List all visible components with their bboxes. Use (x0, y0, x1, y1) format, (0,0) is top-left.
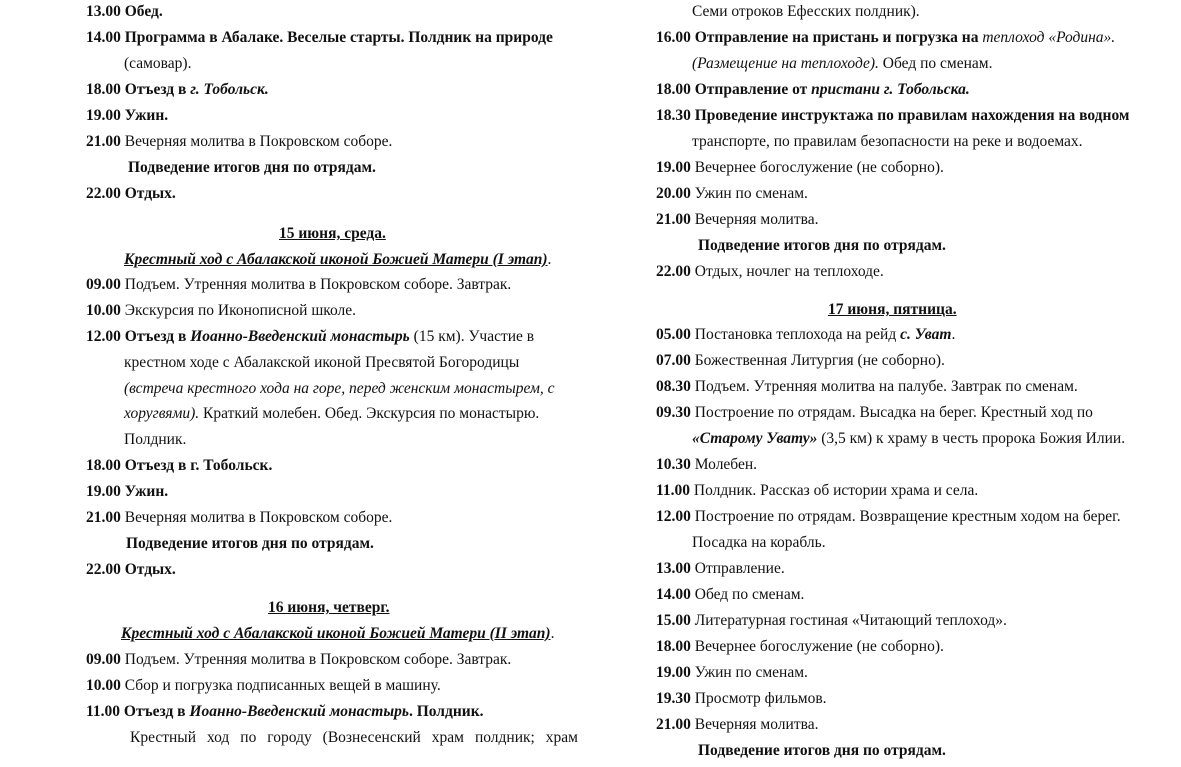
time: 09.00 (86, 651, 121, 668)
time: 22.00 (86, 561, 121, 578)
activity-note: хоругвями). (124, 405, 200, 422)
procession-title: Крестный ход с Абалакской иконой Божией Матери (II этап). (121, 625, 555, 642)
time: 18.00 (656, 81, 691, 98)
schedule-row (86, 482, 168, 502)
schedule-row (656, 559, 785, 579)
time: 12.00 (86, 328, 121, 345)
schedule-row (656, 715, 818, 735)
activity: Обед. (124, 3, 163, 20)
schedule-row (86, 456, 272, 476)
schedule-row (86, 132, 392, 152)
schedule-row-continuation (130, 728, 578, 748)
activity: Семи отроков Ефесских полдник). (692, 3, 920, 20)
schedule-row (656, 377, 1078, 397)
place: г. Тобольск. (190, 81, 269, 98)
activity: (15 км). Участие в (413, 328, 535, 345)
activity: Посадка на корабль. (692, 534, 826, 551)
schedule-row (656, 106, 1128, 126)
time: 18.00 (86, 457, 121, 474)
activity: . Полдник. (408, 703, 484, 720)
time: 21.00 (86, 509, 121, 526)
schedule-row (86, 301, 356, 321)
schedule-row (86, 28, 553, 48)
schedule-row (656, 585, 804, 605)
activity: Экскурсия по Иконописной школе. (124, 302, 357, 319)
activity: (3,5 км) к храму в честь пророка Божия Илии. (821, 430, 1126, 447)
activity: транспорте, по правилам безопасности на реке и водоемах. (692, 133, 1083, 150)
time: 18.30 (656, 107, 691, 124)
activity: Ужин по сменам. (694, 664, 808, 681)
activity: Отдых. (124, 185, 176, 202)
place: Иоанно-Введенский монастырь (189, 703, 409, 720)
schedule-row (656, 689, 827, 709)
activity: Подведение итогов дня по отрядам. (128, 159, 376, 176)
time: 18.00 (656, 638, 691, 655)
day-heading: 15 июня, среда. (279, 225, 386, 242)
place: пристани г. Тобольска. (811, 81, 970, 98)
schedule-row (656, 403, 1093, 423)
time: 10.00 (86, 302, 121, 319)
schedule-row (86, 676, 441, 696)
activity: Отправление на пристань и погрузка на (694, 29, 979, 46)
time: 21.00 (656, 211, 691, 228)
time: 13.00 (656, 560, 691, 577)
time: 19.00 (86, 483, 121, 500)
schedule-row-continuation (124, 54, 191, 74)
time: 18.00 (86, 81, 121, 98)
time: 14.00 (86, 29, 121, 46)
schedule-row-continuation (124, 379, 555, 399)
schedule-row: 05.00 Постановка теплохода на рейд с. Уват. (656, 326, 956, 343)
schedule-row-continuation (124, 353, 519, 373)
schedule-row (86, 560, 176, 580)
activity: Проведение инструктажа по правилам нахождения на водном (694, 107, 1130, 124)
schedule-row-continuation (128, 158, 376, 178)
time: 12.00 (656, 508, 691, 525)
time: 16.00 (656, 29, 691, 46)
activity: крестном ходе с Абалакской иконой Пресвятой Богородицы (124, 354, 520, 371)
schedule-row-continuation (124, 430, 186, 450)
activity: Подъем. Утренняя молитва в Покровском соборе. Завтрак. (124, 651, 512, 668)
activity: Ужин. (124, 483, 169, 500)
schedule-row (86, 650, 511, 670)
activity: Вечерняя молитва в Покровском соборе. (124, 133, 393, 150)
schedule-row-continuation (692, 54, 992, 74)
schedule-row-continuation (692, 132, 1083, 152)
activity: Вечерняя молитва в Покровском соборе. (124, 509, 393, 526)
schedule-row (656, 184, 808, 204)
time: 20.00 (656, 185, 691, 202)
activity: Ужин. (124, 107, 169, 124)
time: 21.00 (86, 133, 121, 150)
activity: Подъем. Утренняя молитва в Покровском соборе. Завтрак. (124, 276, 512, 293)
schedule-row (656, 637, 944, 657)
time: 14.00 (656, 586, 691, 603)
activity: Вечернее богослужение (не соборно). (694, 638, 944, 655)
activity: Полдник. (124, 431, 187, 448)
activity: Подведение итогов дня по отрядам. (698, 237, 946, 254)
activity: Краткий молебен. Обед. Экскурсия по монастырю. (203, 405, 540, 422)
activity: Молебен. (694, 456, 758, 473)
schedule-row (86, 508, 392, 528)
schedule-row (656, 80, 970, 100)
activity: Просмотр фильмов. (694, 690, 827, 707)
activity: Отправление от (694, 81, 808, 98)
schedule-row-continuation (126, 534, 374, 554)
activity: Отдых. (124, 561, 176, 578)
schedule-row (656, 481, 978, 501)
time: 07.00 (656, 352, 691, 369)
place: Иоанно-Введенский монастырь (190, 328, 410, 345)
day-heading: 16 июня, четверг. (268, 599, 390, 616)
activity-note: (Размещение на теплоходе). (692, 55, 879, 72)
activity: Полдник. Рассказ об истории храма и села. (693, 482, 979, 499)
activity: Подведение итогов дня по отрядам. (126, 535, 374, 552)
activity: Обед по сменам. (694, 586, 805, 603)
day-heading: 17 июня, пятница. (828, 301, 957, 318)
activity: Отъезд в г. Тобольск. (124, 457, 273, 474)
time: 19.00 (656, 664, 691, 681)
activity: Отъезд в (123, 703, 186, 720)
schedule-row (86, 275, 511, 295)
time: 09.00 (86, 276, 121, 293)
activity: Отъезд в (124, 81, 187, 98)
activity: Вечерняя молитва. (694, 211, 819, 228)
activity: Ужин по сменам. (694, 185, 808, 202)
activity: Отъезд в (124, 328, 187, 345)
schedule-row (656, 455, 757, 475)
time: 19.00 (656, 159, 691, 176)
schedule-row (86, 80, 269, 100)
time: 21.00 (656, 716, 691, 733)
schedule-row-continuation (692, 2, 920, 22)
activity: Литературная гостиная «Читающий теплоход». (694, 612, 1007, 629)
activity: Отправление. (694, 560, 785, 577)
schedule-row (656, 611, 1007, 631)
schedule-row (656, 158, 944, 178)
activity: (самовар). (124, 55, 192, 72)
schedule-row (86, 106, 168, 126)
schedule-row (656, 507, 1121, 527)
time: 08.30 (656, 378, 691, 395)
schedule-row-continuation (698, 236, 946, 256)
activity-note: (встреча крестного хода на горе, перед женским монастырем, с (124, 380, 555, 397)
schedule-row (656, 663, 808, 683)
schedule-row-continuation (692, 429, 1125, 449)
schedule-row (86, 2, 163, 22)
time: 10.30 (656, 456, 691, 473)
time: 09.30 (656, 404, 691, 421)
schedule-row (656, 262, 884, 282)
activity: Вечерняя молитва. (694, 716, 819, 733)
activity: Крестный ход по городу (Вознесенский храм полдник; храм (130, 729, 578, 746)
schedule-row-continuation (692, 533, 826, 553)
activity: Божественная Литургия (не соборно). (694, 352, 945, 369)
schedule-row-continuation (124, 404, 539, 424)
schedule-row (656, 210, 818, 230)
schedule-row (86, 702, 484, 722)
activity: Отдых, ночлег на теплоходе. (694, 263, 884, 280)
activity: Подъем. Утренняя молитва на палубе. Завтрак по сменам. (694, 378, 1078, 395)
schedule-row (656, 351, 945, 371)
activity: Вечернее богослужение (не соборно). (694, 159, 944, 176)
place: теплоход «Родина». (982, 29, 1116, 46)
procession-title: Крестный ход с Абалакской иконой Божией Матери (I этап). (124, 251, 552, 268)
activity: Подведение итогов дня по отрядам. (698, 742, 946, 759)
place: с. Уват (900, 326, 952, 343)
schedule-row (86, 184, 176, 204)
place: «Старому Увату» (692, 430, 818, 447)
time: 05.00 (656, 326, 691, 343)
activity: Обед по сменам. (882, 55, 993, 72)
time: 11.00 (86, 703, 121, 720)
time: 11.00 (656, 482, 691, 499)
activity: Постановка теплохода на рейд (694, 326, 897, 343)
schedule-row (656, 28, 1115, 48)
time: 22.00 (656, 263, 691, 280)
time: 19.00 (86, 107, 121, 124)
schedule-row (86, 327, 534, 347)
activity: Построение по отрядам. Возвращение крестным ходом на берег. (694, 508, 1121, 525)
time: 22.00 (86, 185, 121, 202)
time: 10.00 (86, 677, 121, 694)
time: 13.00 (86, 3, 121, 20)
activity: Построение по отрядам. Высадка на берег. Крестный ход по (694, 404, 1093, 421)
activity: Сбор и погрузка подписанных вещей в машину. (124, 677, 441, 694)
schedule-row-continuation (698, 741, 946, 761)
activity: Программа в Абалаке. Веселые старты. Полдник на природе (124, 29, 553, 46)
time: 15.00 (656, 612, 691, 629)
time: 19.30 (656, 690, 691, 707)
